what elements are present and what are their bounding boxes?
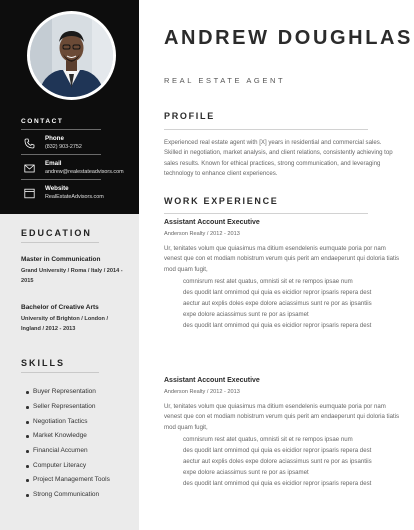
candidate-title: REAL ESTATE AGENT (164, 76, 286, 85)
job-company: Anderson Realty / 2012 - 2013 (164, 231, 240, 237)
skill-item: Financial Accumen (33, 447, 88, 454)
contact-heading: CONTACT (21, 118, 64, 125)
skill-item: Negotiation Tactics (33, 418, 88, 425)
profile-text: Experienced real estate agent with [X] years in residential and commercial sales. Skilled in negotiation, market analysis, and client relations, consistently achieving top sales results. Known for ethical practices, strong communication, and leveraging technology to enhance client experiences. (164, 139, 393, 178)
candidate-name: ANDREW DOUGHLAS (164, 27, 413, 49)
profile-divider (164, 129, 368, 130)
skills-heading: SKILLS (21, 358, 66, 368)
contact-phone-label: Phone (45, 135, 64, 142)
skill-item: Market Knowledge (33, 432, 87, 439)
education-school: Grand University / Roma / Italy / 2014 - 2015 (21, 268, 123, 284)
contact-website (21, 185, 131, 207)
job-bullet: expe dolore aciassimus sunt re por as ipsamet (183, 311, 405, 318)
job-bullet: des quodit lant omnimod qui quia es eicidior repror ipsaris repera dest (183, 289, 405, 296)
job-bullet: des quodit lant omnimod qui quia es eicidior repror ipsaris repera dest (183, 447, 405, 454)
job-description: Ur, tenitates volum que quiasimus ma ditium esendelenis eumquate poria por nam venest que con et modiam nobistrum verum quis perit am endaeperunt qui doloria tiatis mod quam fugit, (164, 245, 400, 273)
contact-phone-value[interactable]: (832) 903-2752 (45, 144, 82, 150)
profile-photo-frame (27, 11, 116, 100)
education-degree: Bachelor of Creative Arts (21, 304, 99, 311)
skill-item: Seller Representation (33, 403, 96, 410)
job-bullet: aectur aut explis doles expe dolore aciassimus sunt re por as ipsantiis (183, 458, 405, 465)
education-divider (21, 242, 99, 243)
skills-divider (21, 372, 99, 373)
contact-divider (21, 129, 101, 130)
job-bullet: comnisrum rest atet quatus, omnisti sit et re rempos ipsae num (183, 278, 405, 285)
skill-item: Computer Literacy (33, 462, 87, 469)
job-bullet: des quodit lant omnimod qui quia es eicidior repror ipsaris repera dest (183, 322, 405, 329)
skill-item: Strong Communication (33, 491, 100, 498)
profile-photo (30, 14, 113, 97)
job-bullet: comnisrum rest atet quatus, omnisti sit et re rempos ipsae num (183, 436, 405, 443)
contact-divider (21, 179, 101, 180)
job-description: Ur, tenitates volum que quiasimus ma ditium esendelenis eumquate poria por nam venest que con et modiam nobistrum verum quis perit am endaeperunt qui doloria tiatis mod quam fugit, (164, 403, 400, 431)
skill-item: Project Management Tools (33, 476, 110, 483)
education-heading: EDUCATION (21, 228, 92, 238)
experience-heading: WORK EXPERIENCE (164, 196, 279, 206)
contact-divider (21, 154, 101, 155)
experience-divider (164, 213, 368, 214)
email-icon (24, 163, 35, 174)
skill-item: Buyer Representation (33, 388, 96, 395)
contact-email-label: Email (45, 160, 62, 167)
education-school: University of Brighton / London / Ingland / 2012 - 2013 (21, 316, 109, 332)
job-bullet: aectur aut explis doles expe dolore aciassimus sunt re por as ipsantiis (183, 300, 405, 307)
job-bullet: expe dolore aciassimus sunt re por as ipsamet (183, 469, 405, 476)
person-portrait (30, 14, 113, 97)
contact-website-value[interactable]: RealEstateAdvisors.com (45, 194, 104, 200)
contact-email-value[interactable]: andrew@realestateadvisors.com (45, 169, 124, 175)
job-title: Assistant Account Executive (164, 219, 260, 226)
profile-heading: PROFILE (164, 111, 215, 121)
education-degree: Master in Communication (21, 256, 101, 263)
phone-icon (24, 138, 35, 149)
job-bullet: des quodit lant omnimod qui quia es eicidior repror ipsaris repera dest (183, 480, 405, 487)
website-icon (24, 188, 35, 199)
job-title: Assistant Account Executive (164, 377, 260, 384)
job-company: Anderson Realty / 2012 - 2013 (164, 389, 240, 395)
contact-website-label: Website (45, 185, 69, 192)
